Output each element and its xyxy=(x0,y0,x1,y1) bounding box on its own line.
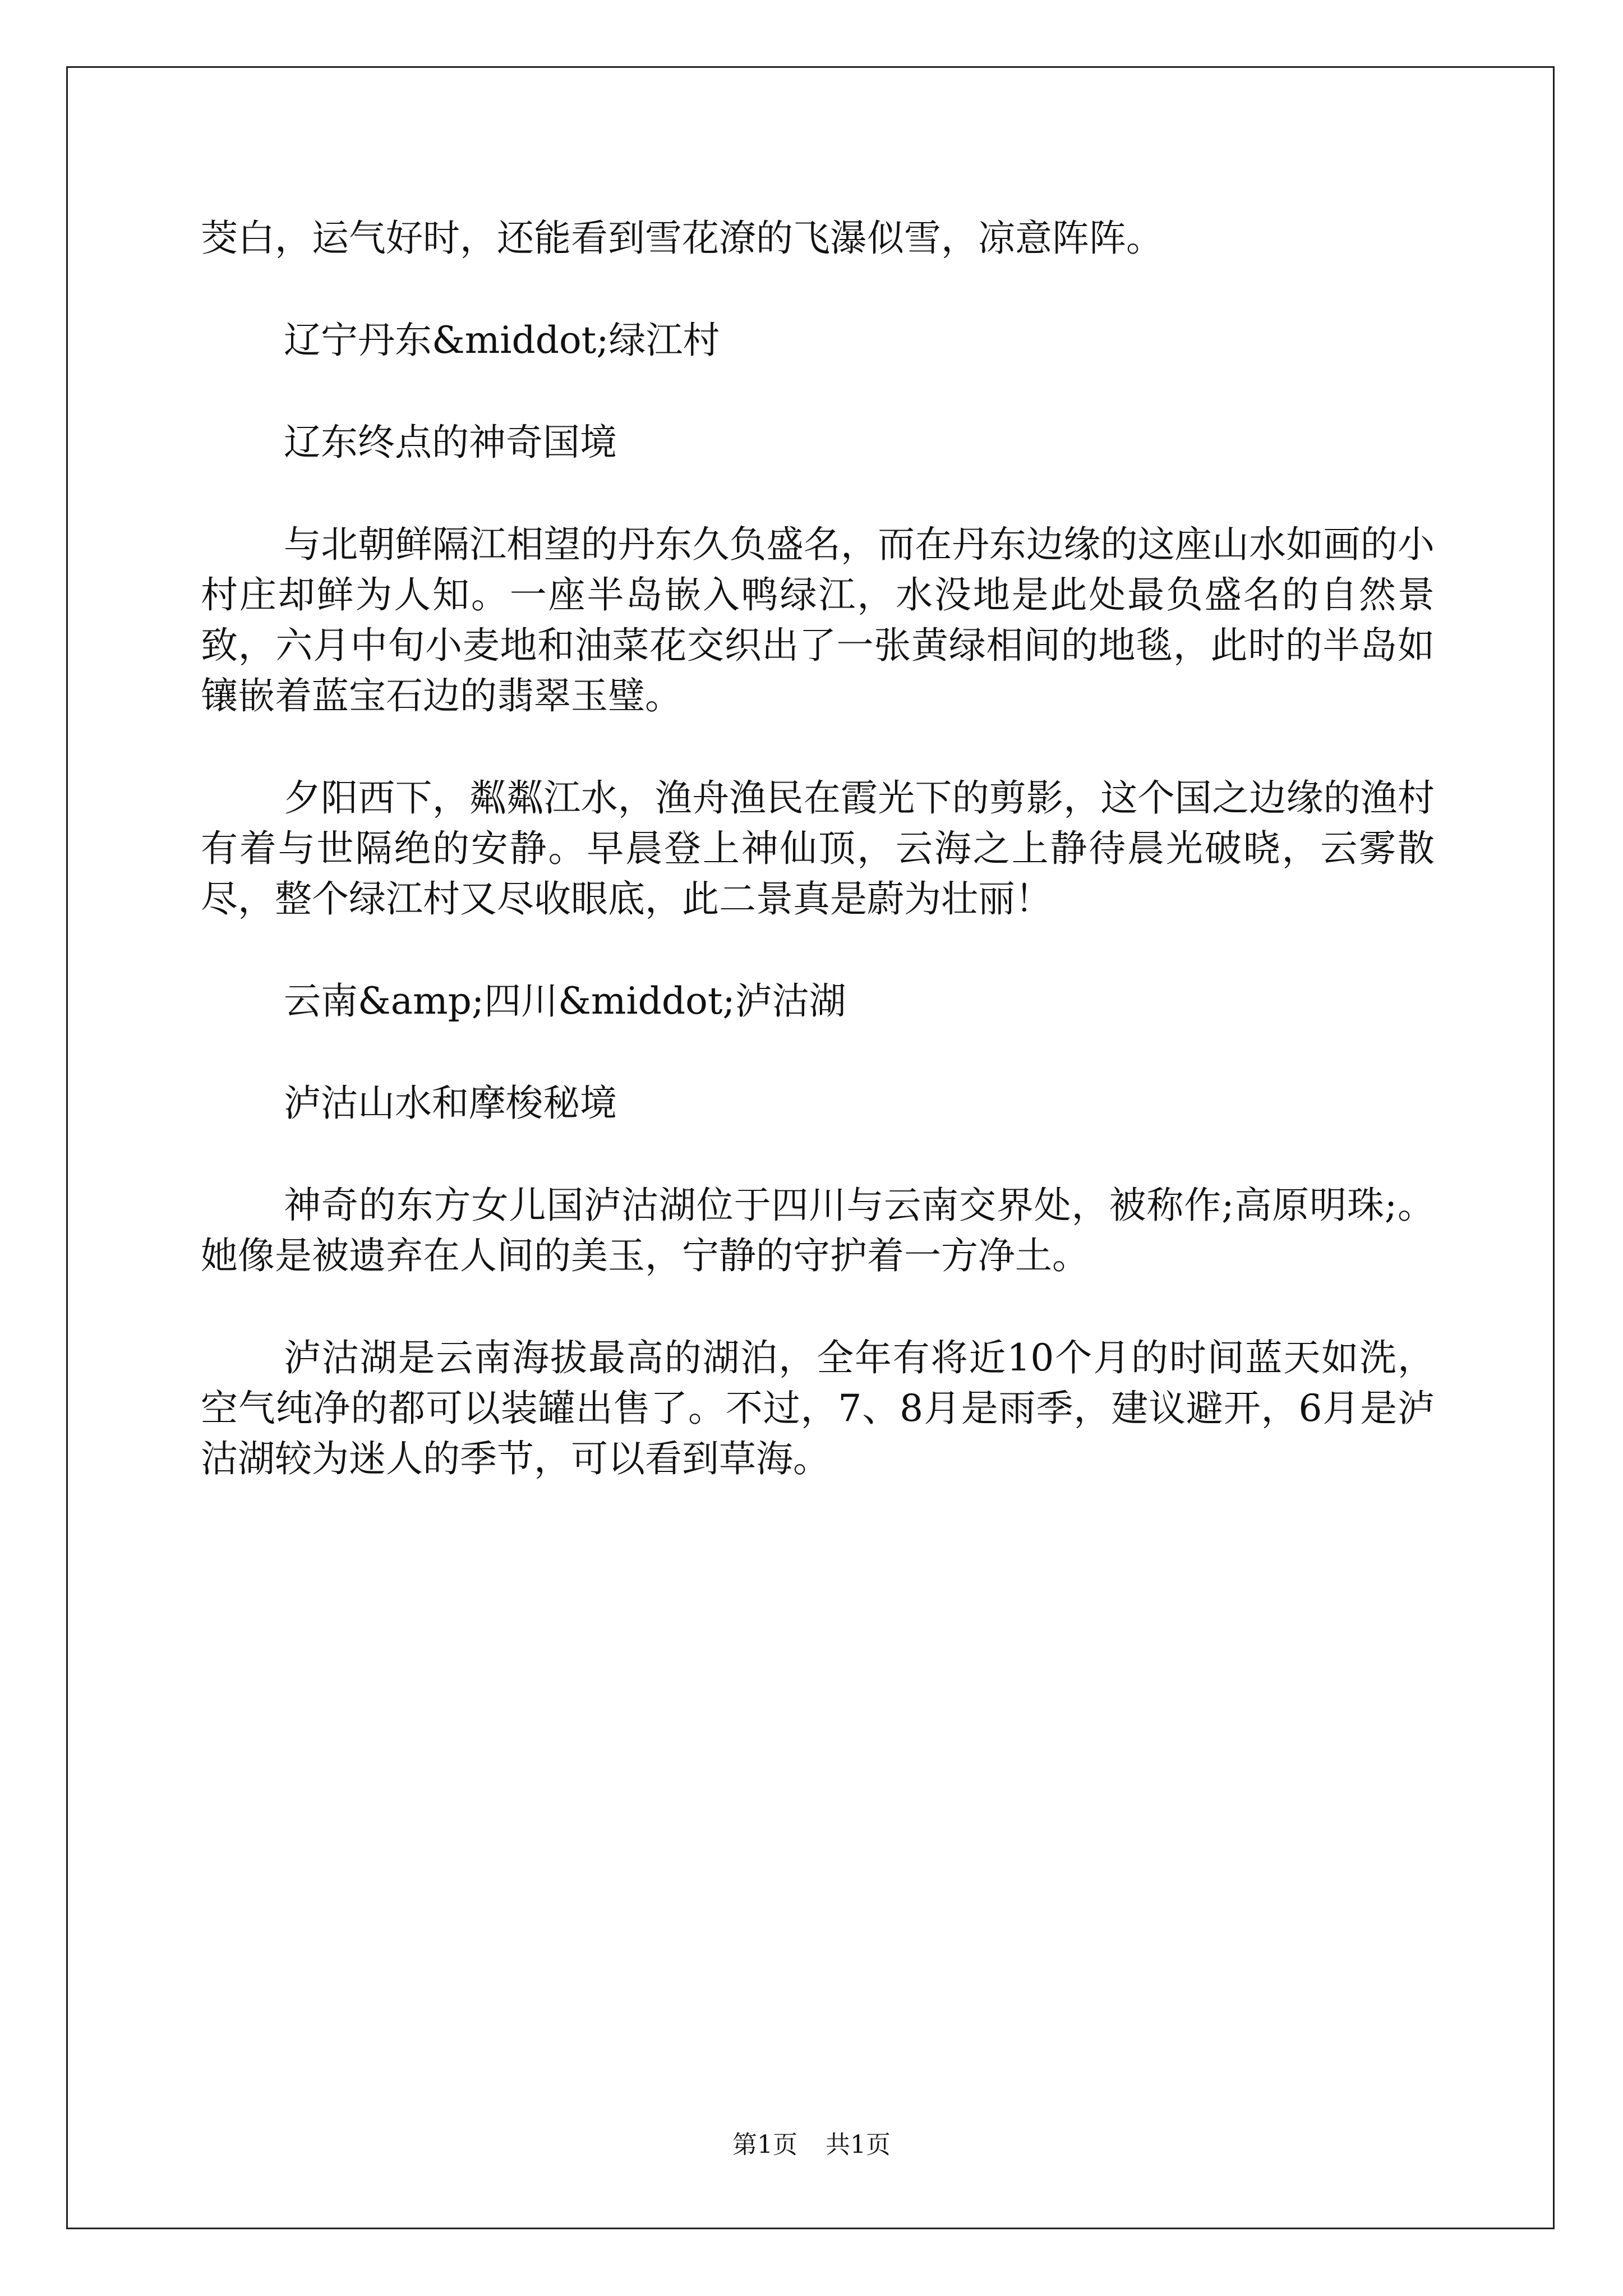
section-subheading: 辽东终点的神奇国境 xyxy=(284,421,617,464)
page-number: 第1页 xyxy=(732,2131,797,2159)
paragraph: 与北朝鲜隔江相望的丹东久负盛名，而在丹东边缘的这座山水如画的小村庄却鲜为人知。一座半岛嵌入鸭绿江，水没地是此处最负盛名的自然景致，六月中旬小麦地和油菜花交织出了一张黄绿相间的地毯，此时的半岛如镶嵌着蓝宝石边的翡翠玉璧。 xyxy=(201,523,1435,717)
section-heading: 云南&amp;四川&middot;泸沽湖 xyxy=(284,979,846,1023)
paragraph: 夕阳西下，粼粼江水，渔舟渔民在霞光下的剪影，这个国之边缘的渔村有着与世隔绝的安静。早晨登上神仙顶，云海之上静待晨光破晓，云雾散尽，整个绿江村又尽收眼底，此二景真是蔚为壮丽！ xyxy=(201,776,1435,921)
section-subheading: 泸沽山水和摩梭秘境 xyxy=(284,1082,617,1125)
section-heading: 辽宁丹东&middot;绿江村 xyxy=(284,319,720,362)
page-total: 共1页 xyxy=(826,2131,891,2159)
paragraph: 泸沽湖是云南海拔最高的湖泊，全年有将近10个月的时间蓝天如洗，空气纯净的都可以装罐出售了。不过，7、8月是雨季，建议避开，6月是泸沽湖较为迷人的季节，可以看到草海。 xyxy=(201,1336,1435,1480)
document-body xyxy=(201,213,1435,1536)
page-footer xyxy=(0,2124,1623,2160)
paragraph: 茭白，运气好时，还能看到雪花潦的飞瀑似雪，凉意阵阵。 xyxy=(201,217,1163,260)
paragraph: 神奇的东方女儿国泸沽湖位于四川与云南交界处，被称作;高原明珠;。她像是被遗弃在人间的美玉，宁静的守护着一方净土。 xyxy=(201,1184,1435,1277)
